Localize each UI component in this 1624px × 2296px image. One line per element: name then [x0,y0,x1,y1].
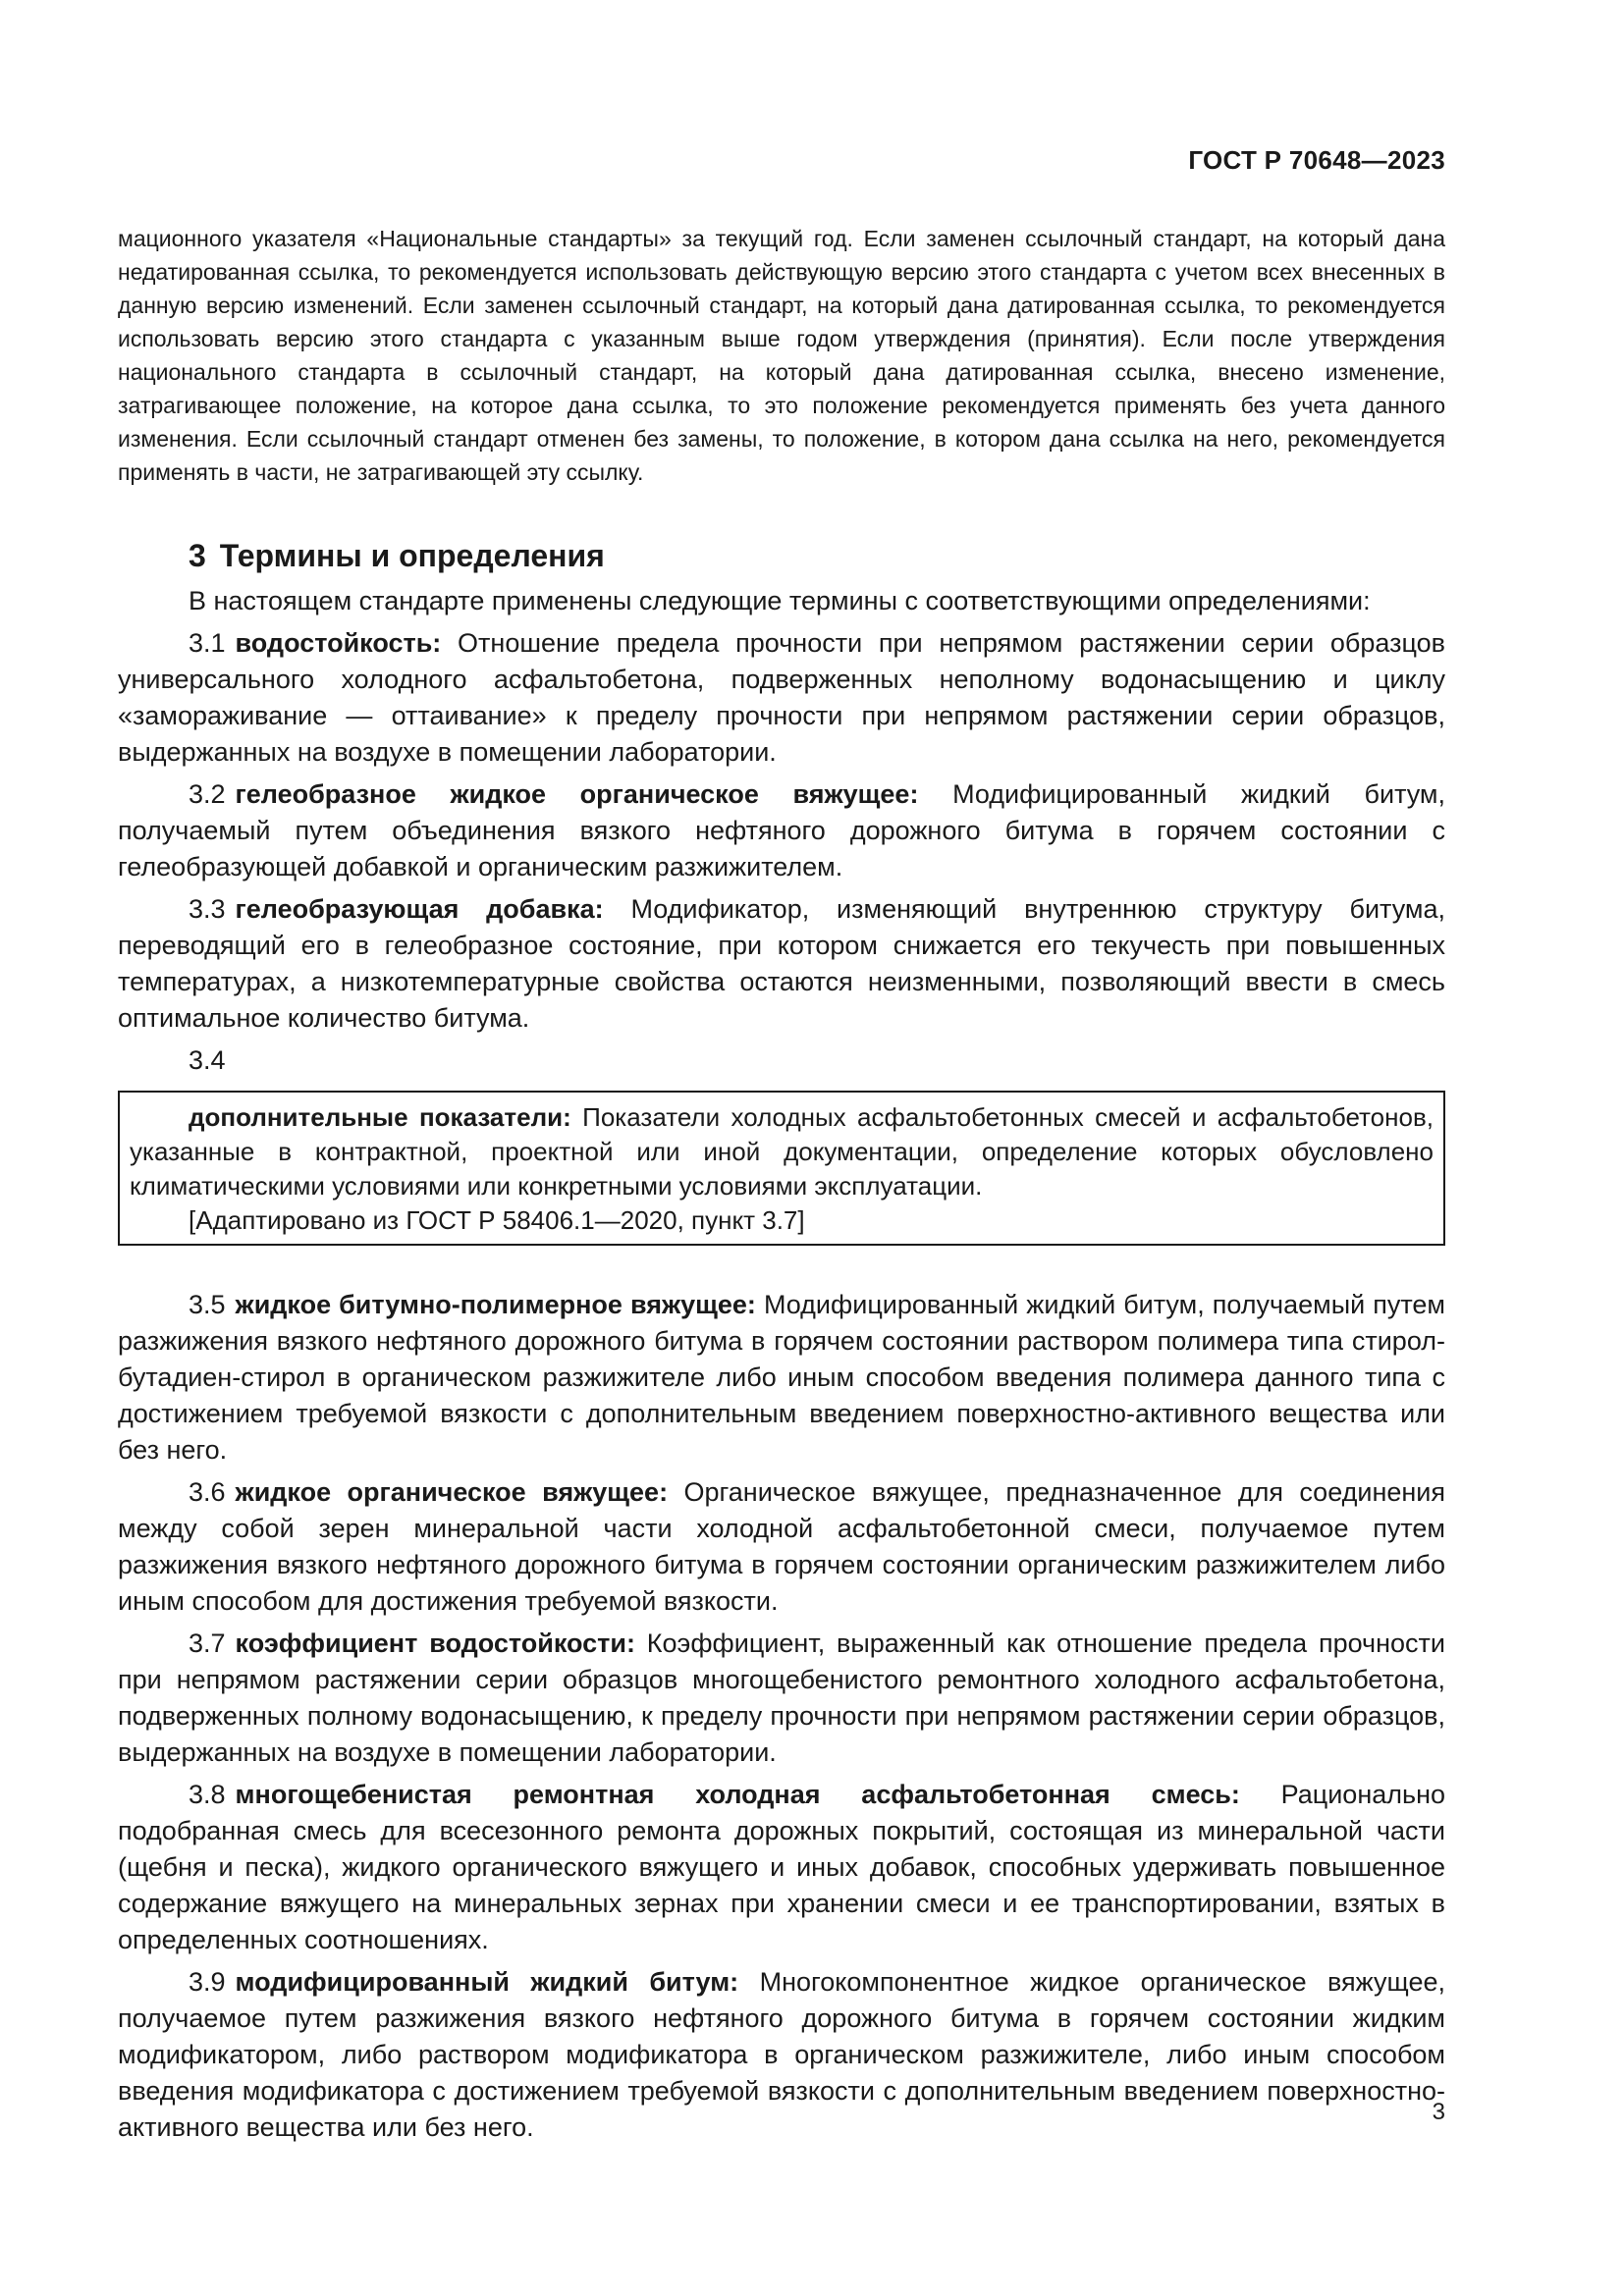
term-item [118,1474,1445,1620]
term-definition: Многокомпонентное жидкое органическое вяжущее, получаемое путем разжижения вязкого нефтяного дорожного битума в горячем состоянии жидким модификатором, либо раствором модификатора в органическом разжижителе, либо иным способом введения модификатора с достижением требуемой вязкости с дополнительным введением поверхностно-активного вещества или без него. [118,1967,1445,2142]
section-title-text: Термины и определения [219,538,605,573]
term-definition: Модифицированный жидкий битум, получаемый путем разжижения вязкого нефтяного дорожного битума в горячем состоянии раствором полимера типа стирол-бутадиен-стирол в органическом разжижителе либо иным способом введения полимера данного типа с достижением требуемой вязкости с дополнительным введением поверхностно-активного вещества или без него. [118,1290,1445,1465]
term-number: 3.2 [189,779,226,809]
term-number: 3.1 [189,628,226,658]
term-item [118,1042,1445,1079]
term-item [118,1964,1445,2146]
term-source: [Адаптировано из ГОСТ Р 58406.1—2020, пункт 3.7] [189,1205,805,1235]
term-definition: Коэффициент, выраженный как отношение предела прочности при непрямом растяжении серии образцов многощебенистого ремонтного холодного асфальтобетона, подверженных полному водонасыщению, к пределу прочности при непрямом растяжении серии образцов, выдержанных на воздухе в помещении лаборатории. [118,1629,1445,1767]
term-name: водостойкость: [235,628,442,658]
term-item [118,1626,1445,1771]
term-number: 3.8 [189,1780,226,1809]
term-number: 3.3 [189,894,226,924]
term-item [118,891,1445,1037]
term-item [118,1287,1445,1468]
boxed-term-definition [118,1091,1445,1246]
term-name: жидкое органическое вяжущее: [235,1477,669,1507]
page-number: 3 [1432,2099,1445,2125]
section-title [189,528,1445,583]
document-code: ГОСТ Р 70648—2023 [1188,145,1445,175]
intro-paragraph: мационного указателя «Национальные стандарты» за текущий год. Если заменен ссылочный стандарт, на который дана недатированная ссылка, то рекомендуется использовать действующую версию этого стандарта с учетом всех внесенных в данную версию изменений. Если заменен ссылочный стандарт, на который дана датированная ссылка, то рекомендуется использовать версию этого стандарта с указанным выше годом утверждения (принятия). Если после утверждения национального стандарта в ссылочный стандарт, на который дана датированная ссылка, внесено изменение, затрагивающее положение, на которое дана ссылка, то это положение рекомендуется применять без учета данного изменения. Если ссылочный стандарт отменен без замены, то положение, в котором дана ссылка на него, рекомендуется применять в части, не затрагивающей эту ссылку. [118,226,1445,485]
term-definition: Модифицированный жидкий битум, получаемый путем объединения вязкого нефтяного дорожного битума в горячем состоянии с гелеобразующей добавкой и органическим разжижителем. [118,779,1445,881]
term-name: жидкое битумно-полимерное вяжущее: [235,1290,756,1319]
term-item [118,1777,1445,1958]
term-number: 3.7 [189,1629,226,1658]
term-number: 3.4 [189,1045,226,1075]
term-name: гелеобразующая добавка: [235,894,604,924]
term-name: многощебенистая ремонтная холодная асфальтобетонная смесь: [235,1780,1240,1809]
term-definition: Модификатор, изменяющий внутреннюю структуру битума, переводящий его в гелеобразное состояние, при котором снижается его текучесть при повышенных температурах, а низкотемпературные свойства остаются неизменными, позволяющий ввести в смесь оптимальное количество битума. [118,894,1445,1033]
term-definition: Органическое вяжущее, предназначенное для соединения между собой зерен минеральной части холодной асфальтобетонной смеси, получаемое путем разжижения вязкого нефтяного дорожного битума в горячем состоянии органическим разжижителем либо иным способом для достижения требуемой вязкости. [118,1477,1446,1616]
section-body [118,583,1445,2146]
term-definition: Отношение предела прочности при непрямом растяжении серии образцов универсального холодного асфальтобетона, подверженных неполному водонасыщению и циклу «замораживание — оттаивание» к пределу прочности при непрямом растяжении серии образцов, выдержанных на воздухе в помещении лаборатории. [118,628,1445,767]
section-number: 3 [189,538,206,573]
term-definition: Показатели холодных асфальтобетонных смесей и асфальтобетонов, указанные в контрактной, проектной или иной документации, определение которых обусловлено климатическими условиями или конкретными условиями эксплуатации. [130,1102,1434,1201]
term-number: 3.5 [189,1290,226,1319]
term-item [118,776,1445,885]
section-lead: В настоящем стандарте применены следующие термины с соответствующими определениями: [189,586,1371,615]
term-name: коэффициент водостойкости: [235,1629,635,1658]
boxed-term-text [130,1100,1434,1203]
section-terms [118,528,1445,2146]
term-name: модифицированный жидкий битум: [235,1967,739,1997]
term-name: дополнительные показатели: [189,1102,571,1132]
term-number: 3.9 [189,1967,226,1997]
term-name: гелеобразное жидкое органическое вяжущее: [235,779,919,809]
term-definition: Рационально подобранная смесь для всесезонного ремонта дорожных покрытий, состоящая из минеральной части (щебня и песка), жидкого органического вяжущего и иных добавок, способных удерживать повышенное содержание вяжущего на минеральных зернах при хранении смеси и ее транспортировании, взятых в определенных соотношениях. [118,1780,1445,1954]
term-number: 3.6 [189,1477,226,1507]
term-item [118,625,1445,771]
